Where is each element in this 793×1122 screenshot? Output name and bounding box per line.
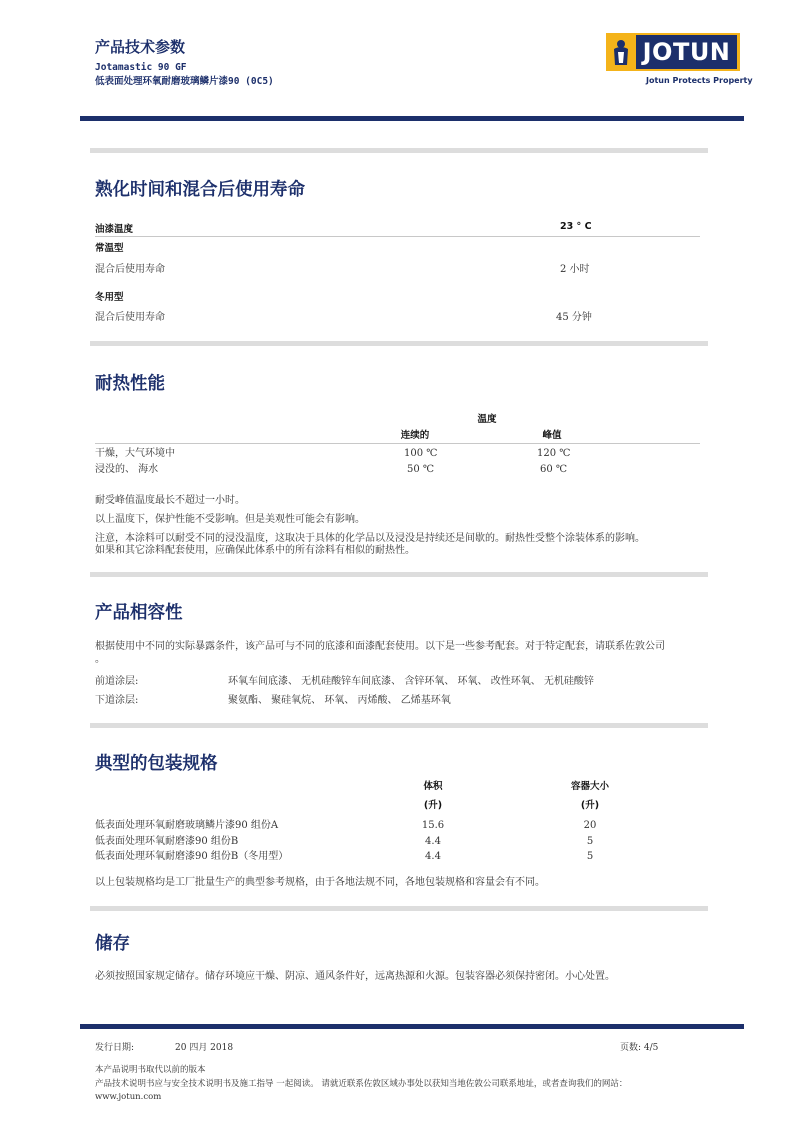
header-divider — [80, 116, 744, 121]
document-title: 产品技术参数 — [95, 38, 186, 56]
pot-life-value: 45 分钟 — [556, 312, 592, 323]
product-name-en: Jotamastic 90 GF — [95, 62, 187, 73]
next-coat-value: 聚氨酯、 聚硅氧烷、 环氧、 丙烯酸、 乙烯基环氧 — [228, 695, 451, 706]
section-title-packaging: 典型的包装规格 — [95, 754, 218, 774]
column-header-volume: 体积 — [423, 781, 443, 792]
heat-row-continuous: 50 ℃ — [407, 464, 435, 475]
issue-date-label: 发行日期: — [95, 1043, 135, 1053]
normal-type-label: 常温型 — [95, 243, 124, 254]
compatibility-intro: 根据使用中不同的实际暴露条件，该产品可与不同的底漆和面漆配套使用。以下是一些参考配套。对于特定配套，请联系佐敦公司 — [95, 641, 665, 652]
heat-row-continuous: 100 ℃ — [404, 448, 438, 459]
page-number: 页数: 4/5 — [620, 1043, 659, 1053]
column-header-container: 容器大小 — [570, 781, 610, 792]
section-title-curing: 熟化时间和混合后使用寿命 — [95, 180, 305, 200]
heat-row-peak: 60 ℃ — [540, 464, 568, 475]
storage-text: 必须按照国家规定储存。储存环境应干燥、阴凉、通风条件好，远离热源和火源。包装容器必须保持密闭。小心处置。 — [95, 971, 615, 982]
jotun-logo — [606, 33, 740, 71]
section-divider — [90, 341, 708, 346]
previous-coat-value: 环氧车间底漆、 无机硅酸锌车间底漆、 含锌环氧、 环氧、 改性环氧、 无机硅酸锌 — [228, 676, 594, 687]
pot-life-value: 2 小时 — [560, 264, 590, 275]
heat-row-peak: 120 ℃ — [537, 448, 571, 459]
section-divider — [90, 148, 708, 153]
winter-type-label: 冬用型 — [95, 292, 124, 303]
issue-date-value: 20 四月 2018 — [175, 1043, 234, 1053]
website-link[interactable]: www.jotun.com — [95, 1092, 162, 1102]
paint-temp-value: 23 ° C — [560, 221, 592, 232]
column-header-container-unit: (升) — [580, 800, 600, 811]
heat-note: 注意，本涂料可以耐受不同的浸没温度，这取决于具体的化学品以及浸没是持续还是间歇的。耐热性受整个涂装体系的影响。 — [95, 533, 645, 544]
footer-disclaimer: 产品技术说明书应与安全技术说明书及施工指导 一起阅读。 请就近联系佐敦区域办事处以获知当地佐敦公司联系地址，或者查询我们的网站： — [95, 1079, 628, 1089]
heat-row-label: 浸没的、 海水 — [95, 464, 159, 475]
heat-note: 耐受峰值温度最长不超过一小时。 — [95, 495, 245, 506]
temperature-group-header: 温度 — [477, 414, 497, 425]
column-header-volume-unit: (升) — [423, 800, 443, 811]
previous-coat-label: 前道涂层: — [95, 676, 139, 687]
packaging-note: 以上包装规格均是工厂批量生产的典型参考规格，由于各地法规不同，各地包装规格和容量会有不同。 — [95, 877, 545, 888]
heat-note: 以上温度下，保护性能不受影响。但是美观性可能会有影响。 — [95, 514, 365, 525]
pot-life-label: 混合后使用寿命 — [95, 312, 165, 323]
package-row-label: 低表面处理环氧耐磨玻璃鳞片漆90 组份A — [95, 820, 279, 831]
product-name-cn: 低表面处理环氧耐磨玻璃鳞片漆90 (0C5) — [95, 76, 274, 87]
heat-row-label: 干燥，大气环境中 — [95, 448, 175, 459]
pot-life-label: 混合后使用寿命 — [95, 264, 165, 275]
section-title-compatibility: 产品相容性 — [95, 603, 183, 623]
jotun-figure-icon — [612, 39, 630, 65]
package-row-label: 低表面处理环氧耐磨漆90 组份B（冬用型） — [95, 851, 289, 862]
footer-supersedes: 本产品说明书取代以前的版本 — [95, 1065, 206, 1075]
next-coat-label: 下道涂层: — [95, 695, 139, 706]
section-divider — [90, 723, 708, 728]
package-row-container: 20 — [583, 820, 597, 831]
package-row-container: 5 — [586, 851, 594, 862]
footer-divider — [80, 1024, 744, 1029]
table-rule — [95, 236, 700, 237]
package-row-volume: 15.6 — [421, 820, 445, 831]
column-header-continuous: 连续的 — [400, 430, 430, 441]
section-title-storage: 储存 — [95, 934, 130, 954]
section-divider — [90, 906, 708, 911]
compatibility-intro-end: 。 — [95, 654, 105, 665]
package-row-volume: 4.4 — [425, 836, 441, 847]
section-divider — [90, 572, 708, 577]
package-row-volume: 4.4 — [425, 851, 441, 862]
table-rule — [95, 443, 700, 444]
logo-wordmark: JOTUN — [636, 35, 737, 69]
paint-temp-label: 油漆温度 — [95, 224, 134, 235]
heat-note: 如果和其它涂料配套使用，应确保此体系中的所有涂料有相似的耐热性。 — [95, 545, 415, 556]
column-header-peak: 峰值 — [542, 430, 562, 441]
logo-tagline: Jotun Protects Property — [646, 76, 753, 85]
package-row-label: 低表面处理环氧耐磨漆90 组份B — [95, 836, 239, 847]
package-row-container: 5 — [586, 836, 594, 847]
section-title-heat: 耐热性能 — [95, 374, 165, 394]
